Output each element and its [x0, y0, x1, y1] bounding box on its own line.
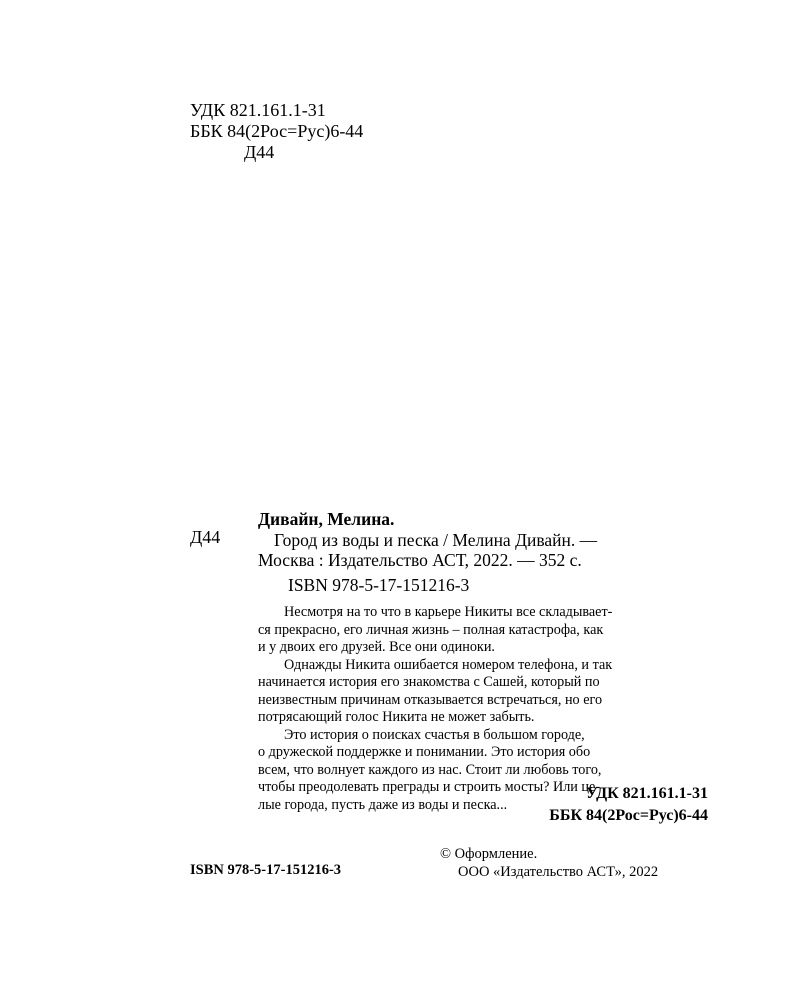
copyright-design: © Оформление. [440, 846, 538, 862]
title-statement: Город из воды и песка / Мелина Дивайн. — [274, 530, 598, 550]
annotation-line: Однажды Никита ошибается номером телефона, и так [284, 656, 613, 673]
author-heading: Дивайн, Мелина. [258, 509, 395, 529]
annotation-line: неизвестным причинам отказывается встречаться, но его [258, 691, 603, 708]
annotation-line: лые города, пусть даже из воды и песка... [258, 796, 508, 813]
annotation-line: Несмотря на то что в карьере Никиты все складывает- [284, 604, 613, 620]
annotation-line: о дружеской поддержке и понимании. Это история обо [258, 744, 591, 760]
footer-isbn: ISBN 978-5-17-151216-3 [190, 862, 342, 878]
bibliographic-record [258, 509, 718, 595]
annotation-line: ся прекрасно, его личная жизнь – полная катастрофа, как [258, 621, 604, 638]
classification-codes-bottom [549, 783, 708, 827]
udk-code: УДК 821.161.1-31 [190, 100, 326, 120]
imprint-statement: Москва : Издательство АСТ, 2022. — 352 с. [258, 550, 582, 570]
annotation-paragraph [258, 604, 710, 657]
udk-code-bottom: УДК 821.161.1-31 [585, 785, 708, 802]
annotation-paragraph [258, 657, 710, 727]
annotation-line: начинается история его знакомства с Сашей, который по [258, 674, 600, 690]
author-mark: Д44 [244, 142, 275, 162]
entry-author-mark: Д44 [190, 527, 221, 547]
bbk-code: ББК 84(2Рос=Рус)6-44 [190, 121, 364, 141]
copyright-publisher: ООО «Издательство АСТ», 2022 [458, 864, 659, 880]
annotation-line: потрясающий голос Никита не может забыть. [258, 709, 535, 725]
annotation-line: чтобы преодолевать преграды и строить мосты? Или це- [258, 779, 601, 795]
copyright-notice [440, 845, 658, 881]
bbk-code-bottom: ББК 84(2Рос=Рус)6-44 [549, 807, 708, 824]
annotation-line: и у двоих его друзей. Все они одиноки. [258, 639, 495, 655]
annotation-line: Это история о поисках счастья в большом городе, [284, 726, 585, 743]
classification-codes-top [190, 100, 490, 163]
entry-isbn: ISBN 978-5-17-151216-3 [288, 575, 470, 595]
annotation-line: всем, что волнует каждого из нас. Стоит ли любовь того, [258, 761, 602, 778]
